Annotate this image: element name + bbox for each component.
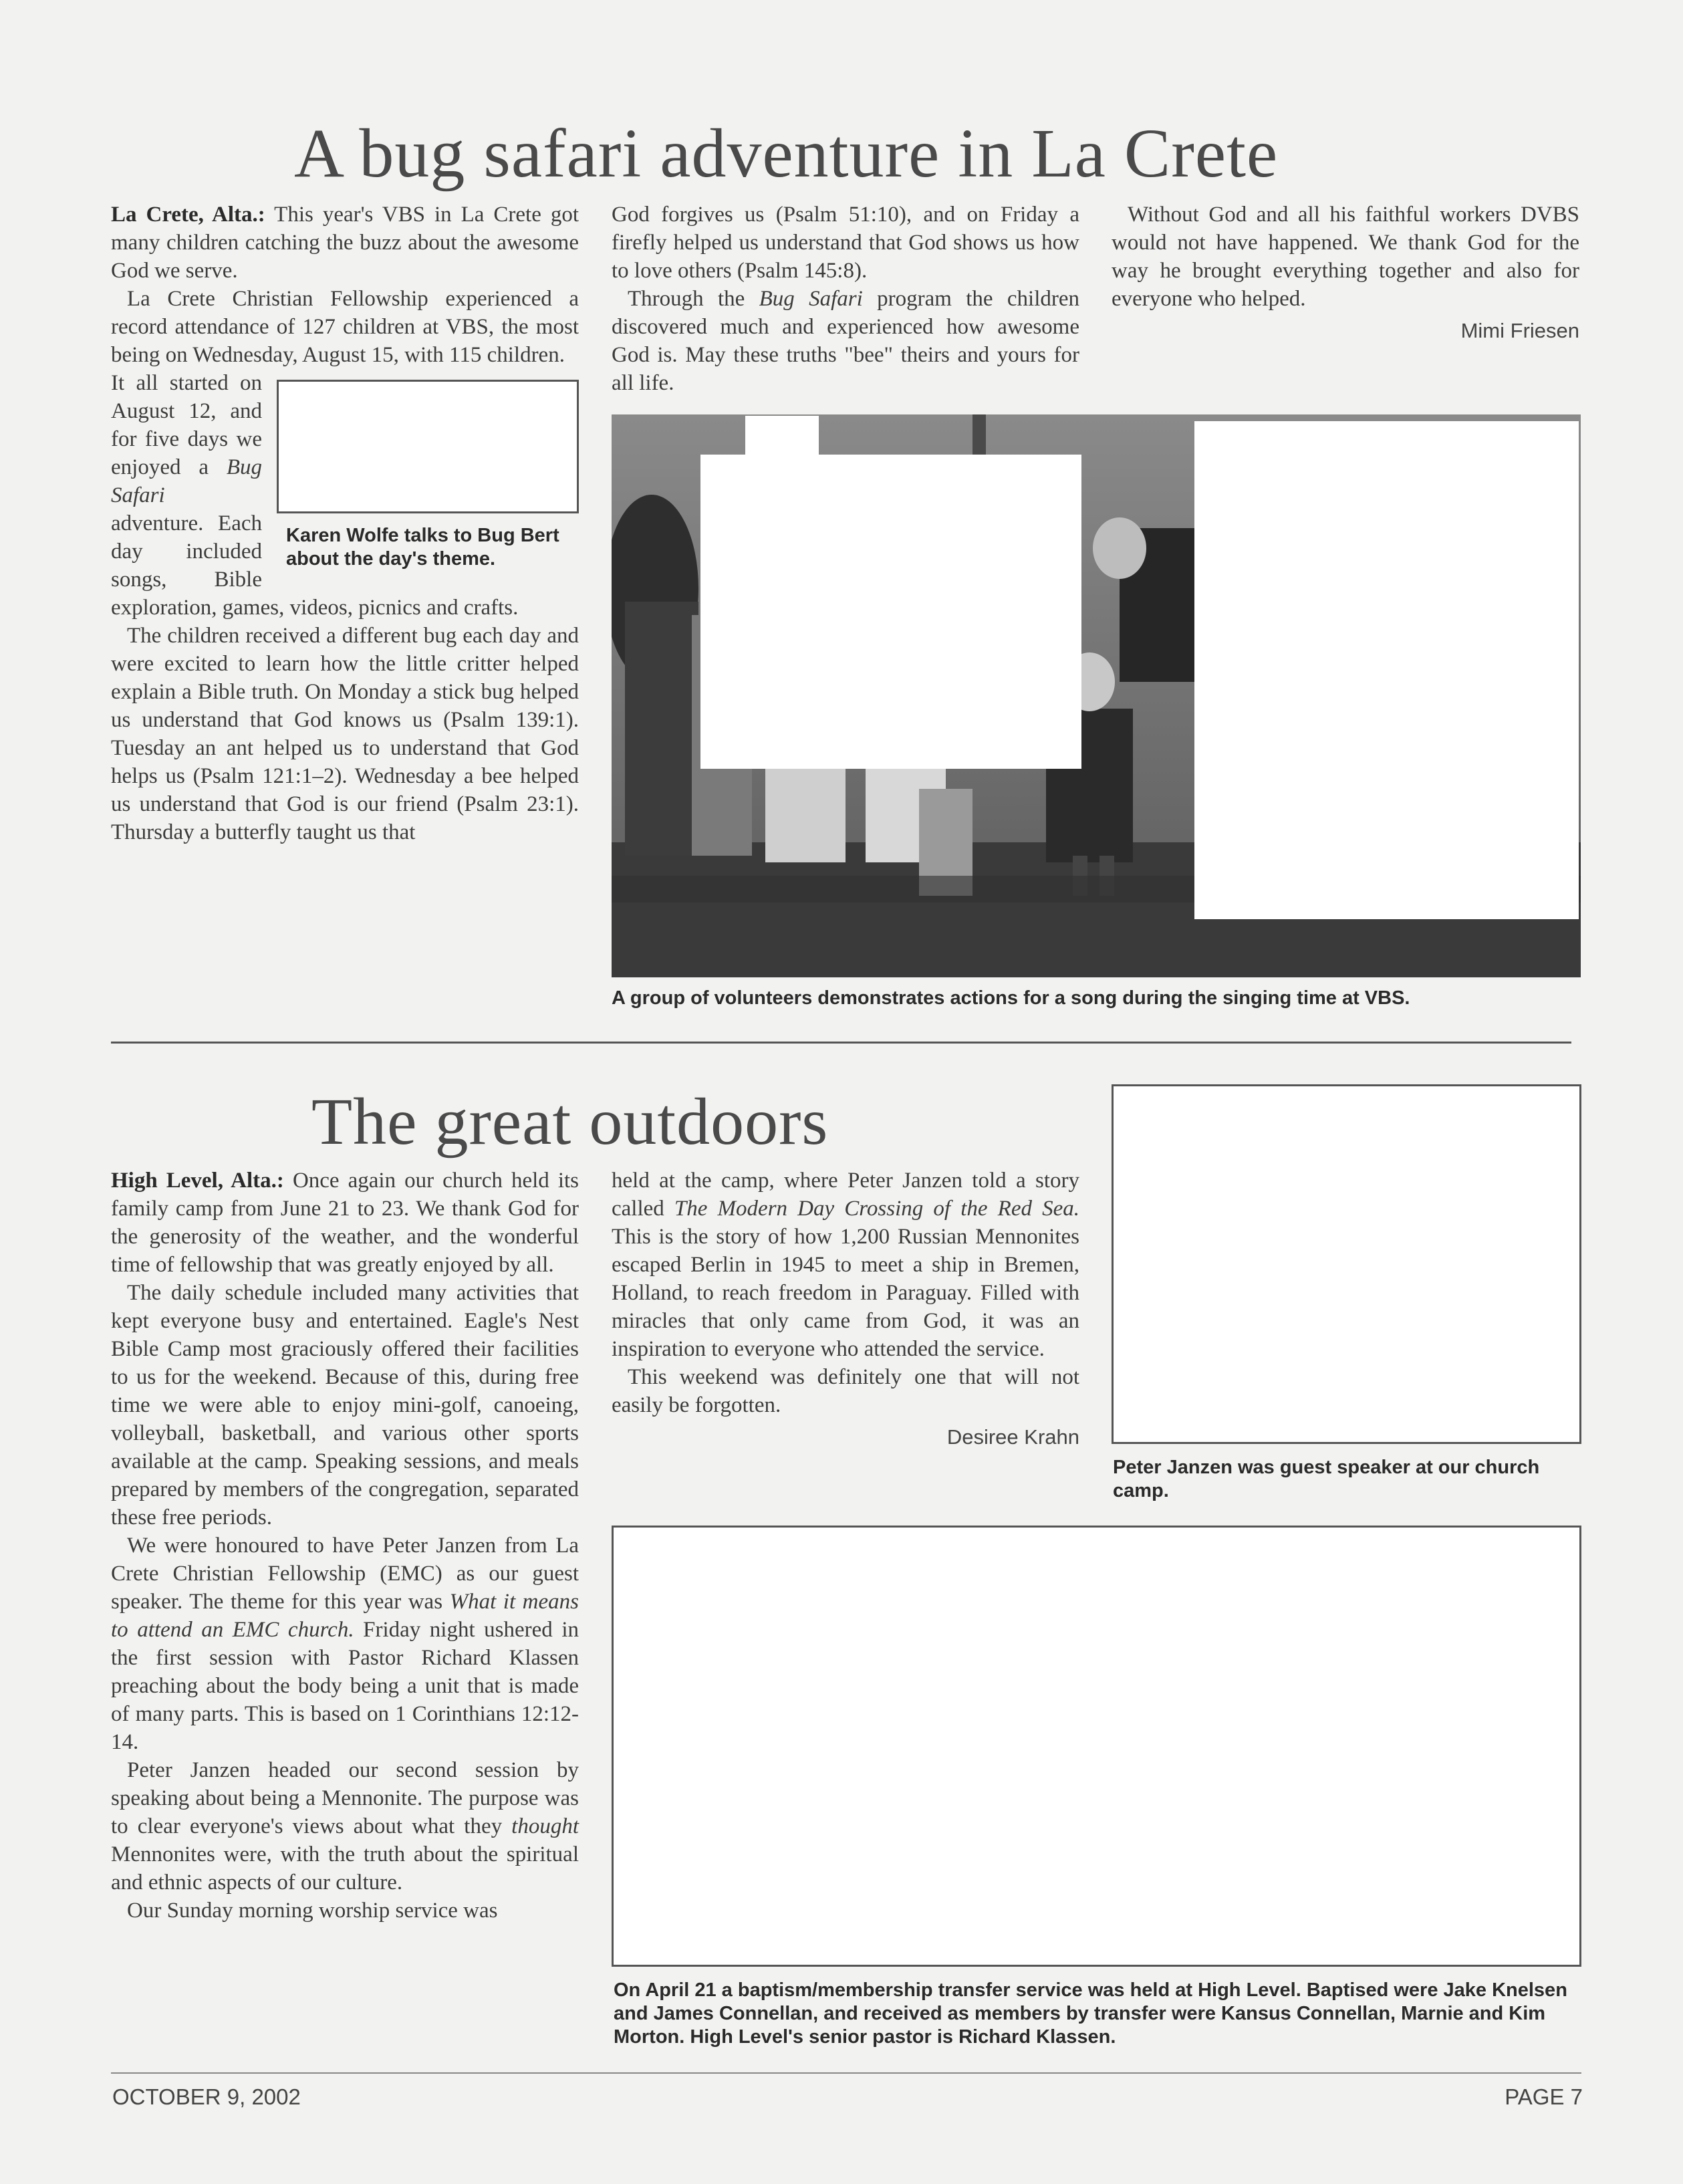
article-divider [111,1042,1571,1044]
article2-paragraph: Peter Janzen headed our second session by speaking about being a Mennonite. The purpose was to clear everyone's views about what they thought Mennonites were, with the truth about the spiritual and ethnic aspects of our culture. [111,1758,579,1895]
article2-paragraph: High Level, Alta.: Once again our church held its family camp from June 21 to 23. We thank God for the generosity of the weather, and the wonderful time of fellowship that was greatly enjoyed by all. [111,1169,579,1277]
vbs-group-photo [612,414,1581,977]
article2-paragraph: Our Sunday morning worship service was [127,1899,498,1923]
baptism-service-photo [612,1526,1581,1967]
karen-wolfe-photo [277,380,579,513]
baptism-caption: On April 21 a baptism/membership transfer service was held at High Level. Baptised were Jake Knelsen and James Connellan, and received as members by transfer were Kansus Connellan, Marnie and Kim Morton. High Level's senior pastor is Richard Klassen. [614,1979,1567,2048]
article1-paragraph: Without God and all his faithful workers DVBS would not have happened. We thank God for the way he brought everything together and also for everyone who helped. [1112,203,1579,311]
footer-page-number: PAGE 7 [1505,2084,1583,2109]
redacted-photo-area [745,416,819,456]
article1-column-2 [612,201,1079,397]
article2-paragraph: This weekend was definitely one that will not easily be forgotten. [612,1365,1079,1417]
article1-small-photo-wrap [277,372,579,570]
karen-wolfe-caption: Karen Wolfe talks to Bug Bert about the day's theme. [286,525,559,570]
vbs-photo-caption: A group of volunteers demonstrates actions for a song during the singing time at VBS. [612,987,1410,1009]
article2-paragraph: The daily schedule included many activities that kept everyone busy and entertained. Eagle's Nest Bible Camp most graciously offered their facilities to us for the weekend. Because of this, during free time we were able to enjoy mini-golf, canoeing, volleyball, basketball, and various other sports available at the camp. Speaking sessions, and meals prepared by members of the congregation, separated these free periods. [111,1281,579,1530]
article2-column-1 [111,1167,579,1925]
article2-signature: Desiree Krahn [946,1425,1079,1449]
article2-headline: The great outdoors [311,1084,829,1159]
article1-paragraph: God forgives us (Psalm 51:10), and on Friday a firefly helped us understand that God shows us how to love others (Psalm 145:8). [612,203,1079,283]
footer-date: OCTOBER 9, 2002 [112,2084,301,2109]
peter-janzen-caption: Peter Janzen was guest speaker at our church camp. [1113,1457,1540,1501]
article1-headline: A bug safari adventure in La Crete [294,115,1279,192]
article1-paragraph: It all started on August 12, and for five days we enjoyed a Bug Safari adventure. Each day included songs, Bible exploration, games, videos, picnics and crafts. [111,371,519,620]
footer-rule [111,2072,1581,2074]
article2-paragraph: We were honoured to have Peter Janzen from La Crete Christian Fellowship (EMC) as our guest speaker. The theme for this year was What it means to attend an EMC church. Friday night ushered in the first session with Pastor Richard Klassen preaching about the body being a unit that is made of many parts. This is based on 1 Corinthians 12:12-14. [111,1534,579,1754]
article2-paragraph: held at the camp, where Peter Janzen told a story called The Modern Day Crossing of the Red Sea. This is the story of how 1,200 Russian Mennonites escaped Berlin in 1945 to meet a ship in Bremen, Holland, to reach freedom in Paraguay. Filled with miracles that only came from God, it was an inspiration to everyone who attended the service. [612,1169,1080,1361]
article1-signature: Mimi Friesen [1460,319,1579,342]
article1-paragraph: The children received a different bug each day and were excited to learn how the little critter helped explain a Bible truth. On Monday a stick bug helped us understand that God knows us (Psalm 139:1). Tuesday an ant helped us to understand that God helps us (Psalm 121:1–2). Wednesday a bee helped us understand that God is our friend (Psalm 23:1). Thursday a butterfly taught us that [111,624,579,844]
redacted-photo-area [1194,421,1579,919]
article2-column-2 [612,1167,1079,1451]
redacted-photo-area [700,455,1081,769]
article1-dateline: La Crete, Alta.: [111,203,265,227]
article1-column-1 [111,201,579,846]
article1-paragraph: La Crete Christian Fellowship experienced a record attendance of 127 children at VBS, the most being on Wednesday, August 15, with 115 children. [111,287,579,367]
article1-paragraph: Through the Bug Safari program the children discovered much and experienced how awesome God is. May these truths "bee" theirs and yours for all life. [612,287,1080,395]
article1-column-3 [1112,201,1579,345]
peter-janzen-photo [1112,1084,1581,1444]
article2-dateline: High Level, Alta.: [111,1169,284,1193]
article1-paragraph: La Crete, Alta.: This year's VBS in La Crete got many children catching the buzz about the awesome God we serve. [111,203,579,283]
